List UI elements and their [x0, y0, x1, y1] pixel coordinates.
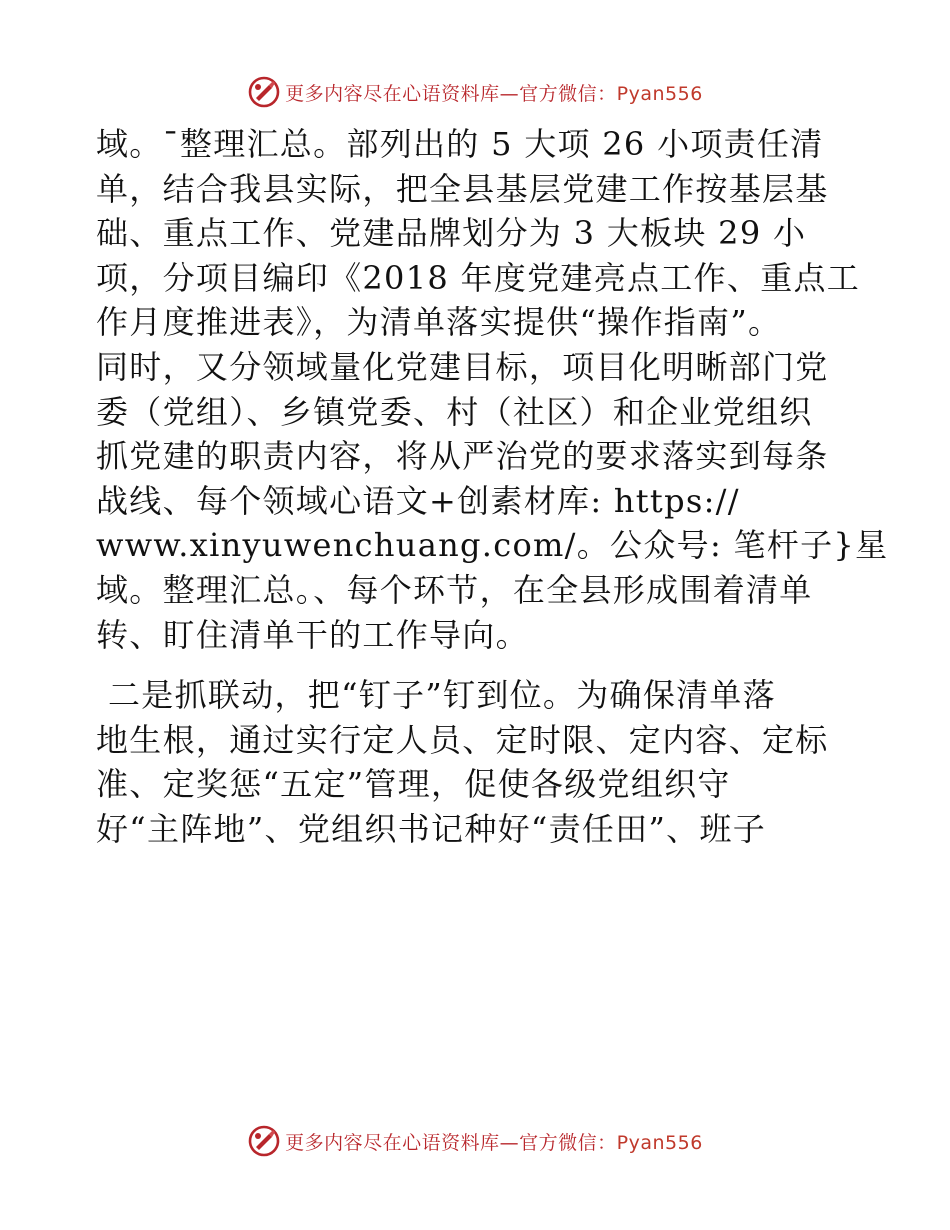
- text-line: 战线、每个领域心语文+创素材库: https://: [96, 481, 740, 520]
- text-line: 地生根，通过实行定人员、定时限、定内容、定标: [96, 720, 829, 759]
- text-line: 域。¯整理汇总。部列出的 5 大项 26 小项责任清: [96, 125, 824, 163]
- text-line: 抓党建的职责内容，将从严治党的要求落实到每条: [96, 437, 829, 476]
- text-line: 同时，又分领域量化党建目标，项目化明晰部门党: [96, 347, 829, 386]
- paragraph-1: [96, 122, 889, 657]
- text-line: 作月度推进表》，为清单落实提供“操作指南”。: [96, 303, 782, 342]
- text-line: www.xinyuwenchuang.com/。公众号: 笔杆子}星: [96, 526, 889, 565]
- seal-logo-icon: [247, 1124, 281, 1158]
- text-line: 项，分项目编印《2018 年度党建亮点工作、重点工: [96, 258, 861, 297]
- header-banner: [0, 72, 950, 112]
- text-line: 委（党组）、乡镇党委、村（社区）和企业党组织: [96, 392, 813, 431]
- text-line: 单，结合我县实际，把全县基层党建工作按基层基: [96, 169, 829, 208]
- paragraph-2: [96, 673, 856, 851]
- text-line: 准、定奖惩“五定”管理，促使各级党组织守: [96, 765, 731, 804]
- text-line: 域。整理汇总。、每个环节，在全县形成围着清单: [96, 570, 813, 609]
- text-line: 好“主阵地”、党组织书记种好“责任田”、班子: [96, 809, 767, 848]
- footer-banner: [0, 1121, 950, 1161]
- text-line: 转、盯住清单干的工作导向。: [96, 615, 529, 654]
- footer-banner-text: 更多内容尽在心语资料库—官方微信：Pyan556: [285, 1131, 703, 1154]
- header-banner-text: 更多内容尽在心语资料库—官方微信：Pyan556: [285, 82, 703, 105]
- text-line: 础、重点工作、党建品牌划分为 3 大板块 29 小: [96, 214, 807, 253]
- seal-logo-icon: [247, 75, 281, 109]
- text-line: 二是抓联动，把“钉子”钉到位。为确保清单落: [108, 676, 777, 715]
- document-body: [96, 122, 889, 852]
